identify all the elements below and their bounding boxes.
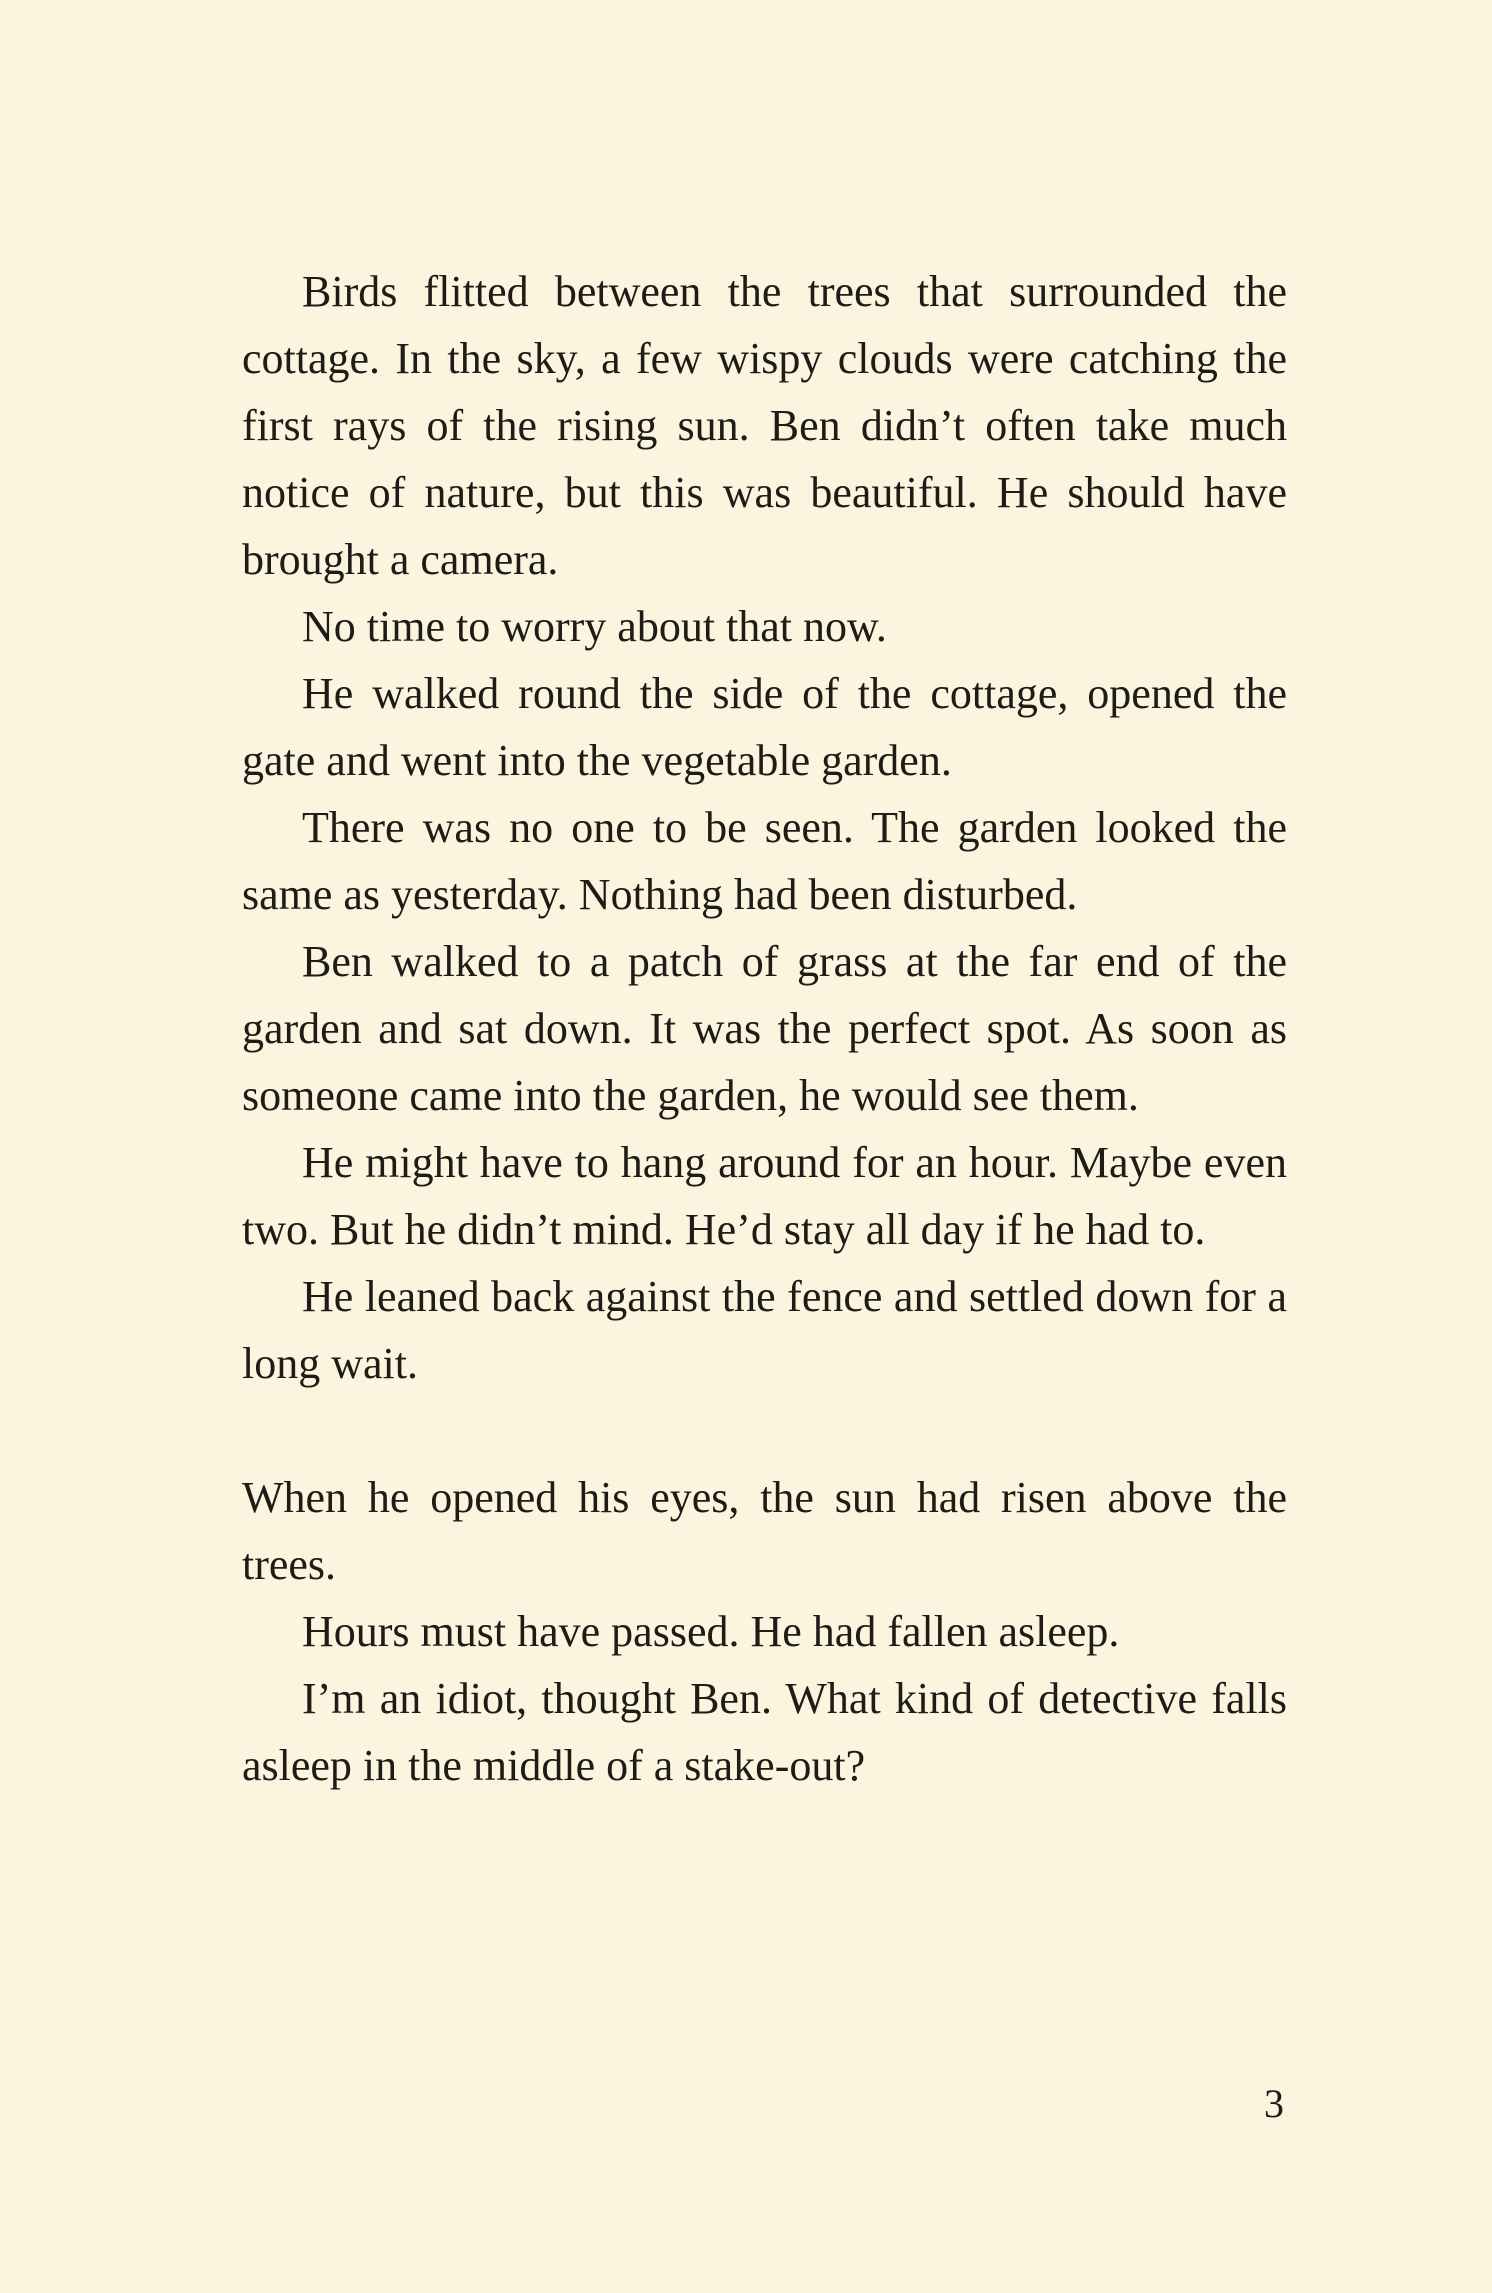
- paragraph: When he opened his eyes, the sun had risen above the trees.: [242, 1473, 1287, 1589]
- paragraph: I’m an idiot, thought Ben. What kind of detective falls asleep in the middle of a stake-out?: [242, 1674, 1287, 1790]
- paragraph: Birds flitted between the trees that surrounded the cottage. In the sky, a few wispy clouds were catching the first rays of the rising sun. Ben didn’t often take much notice of nature, but this was beautiful. He should have brought a camera.: [242, 267, 1287, 584]
- paragraph: He might have to hang around for an hour. Maybe even two. But he didn’t mind. He’d stay all day if he had to.: [242, 1138, 1287, 1254]
- paragraph: Ben walked to a patch of grass at the far end of the garden and sat down. It was the perfect spot. As soon as someone came into the garden, he would see them.: [242, 937, 1287, 1120]
- page-number: 3: [1264, 2081, 1284, 2126]
- section-break: [242, 1397, 1287, 1464]
- body-text: [242, 258, 1287, 1799]
- paragraph: He leaned back against the fence and settled down for a long wait.: [242, 1272, 1287, 1388]
- paragraph: There was no one to be seen. The garden looked the same as yesterday. Nothing had been disturbed.: [242, 803, 1287, 919]
- paragraph: Hours must have passed. He had fallen asleep.: [302, 1607, 1120, 1656]
- paragraph: He walked round the side of the cottage, opened the gate and went into the vegetable garden.: [242, 669, 1287, 785]
- paragraph: No time to worry about that now.: [302, 602, 887, 651]
